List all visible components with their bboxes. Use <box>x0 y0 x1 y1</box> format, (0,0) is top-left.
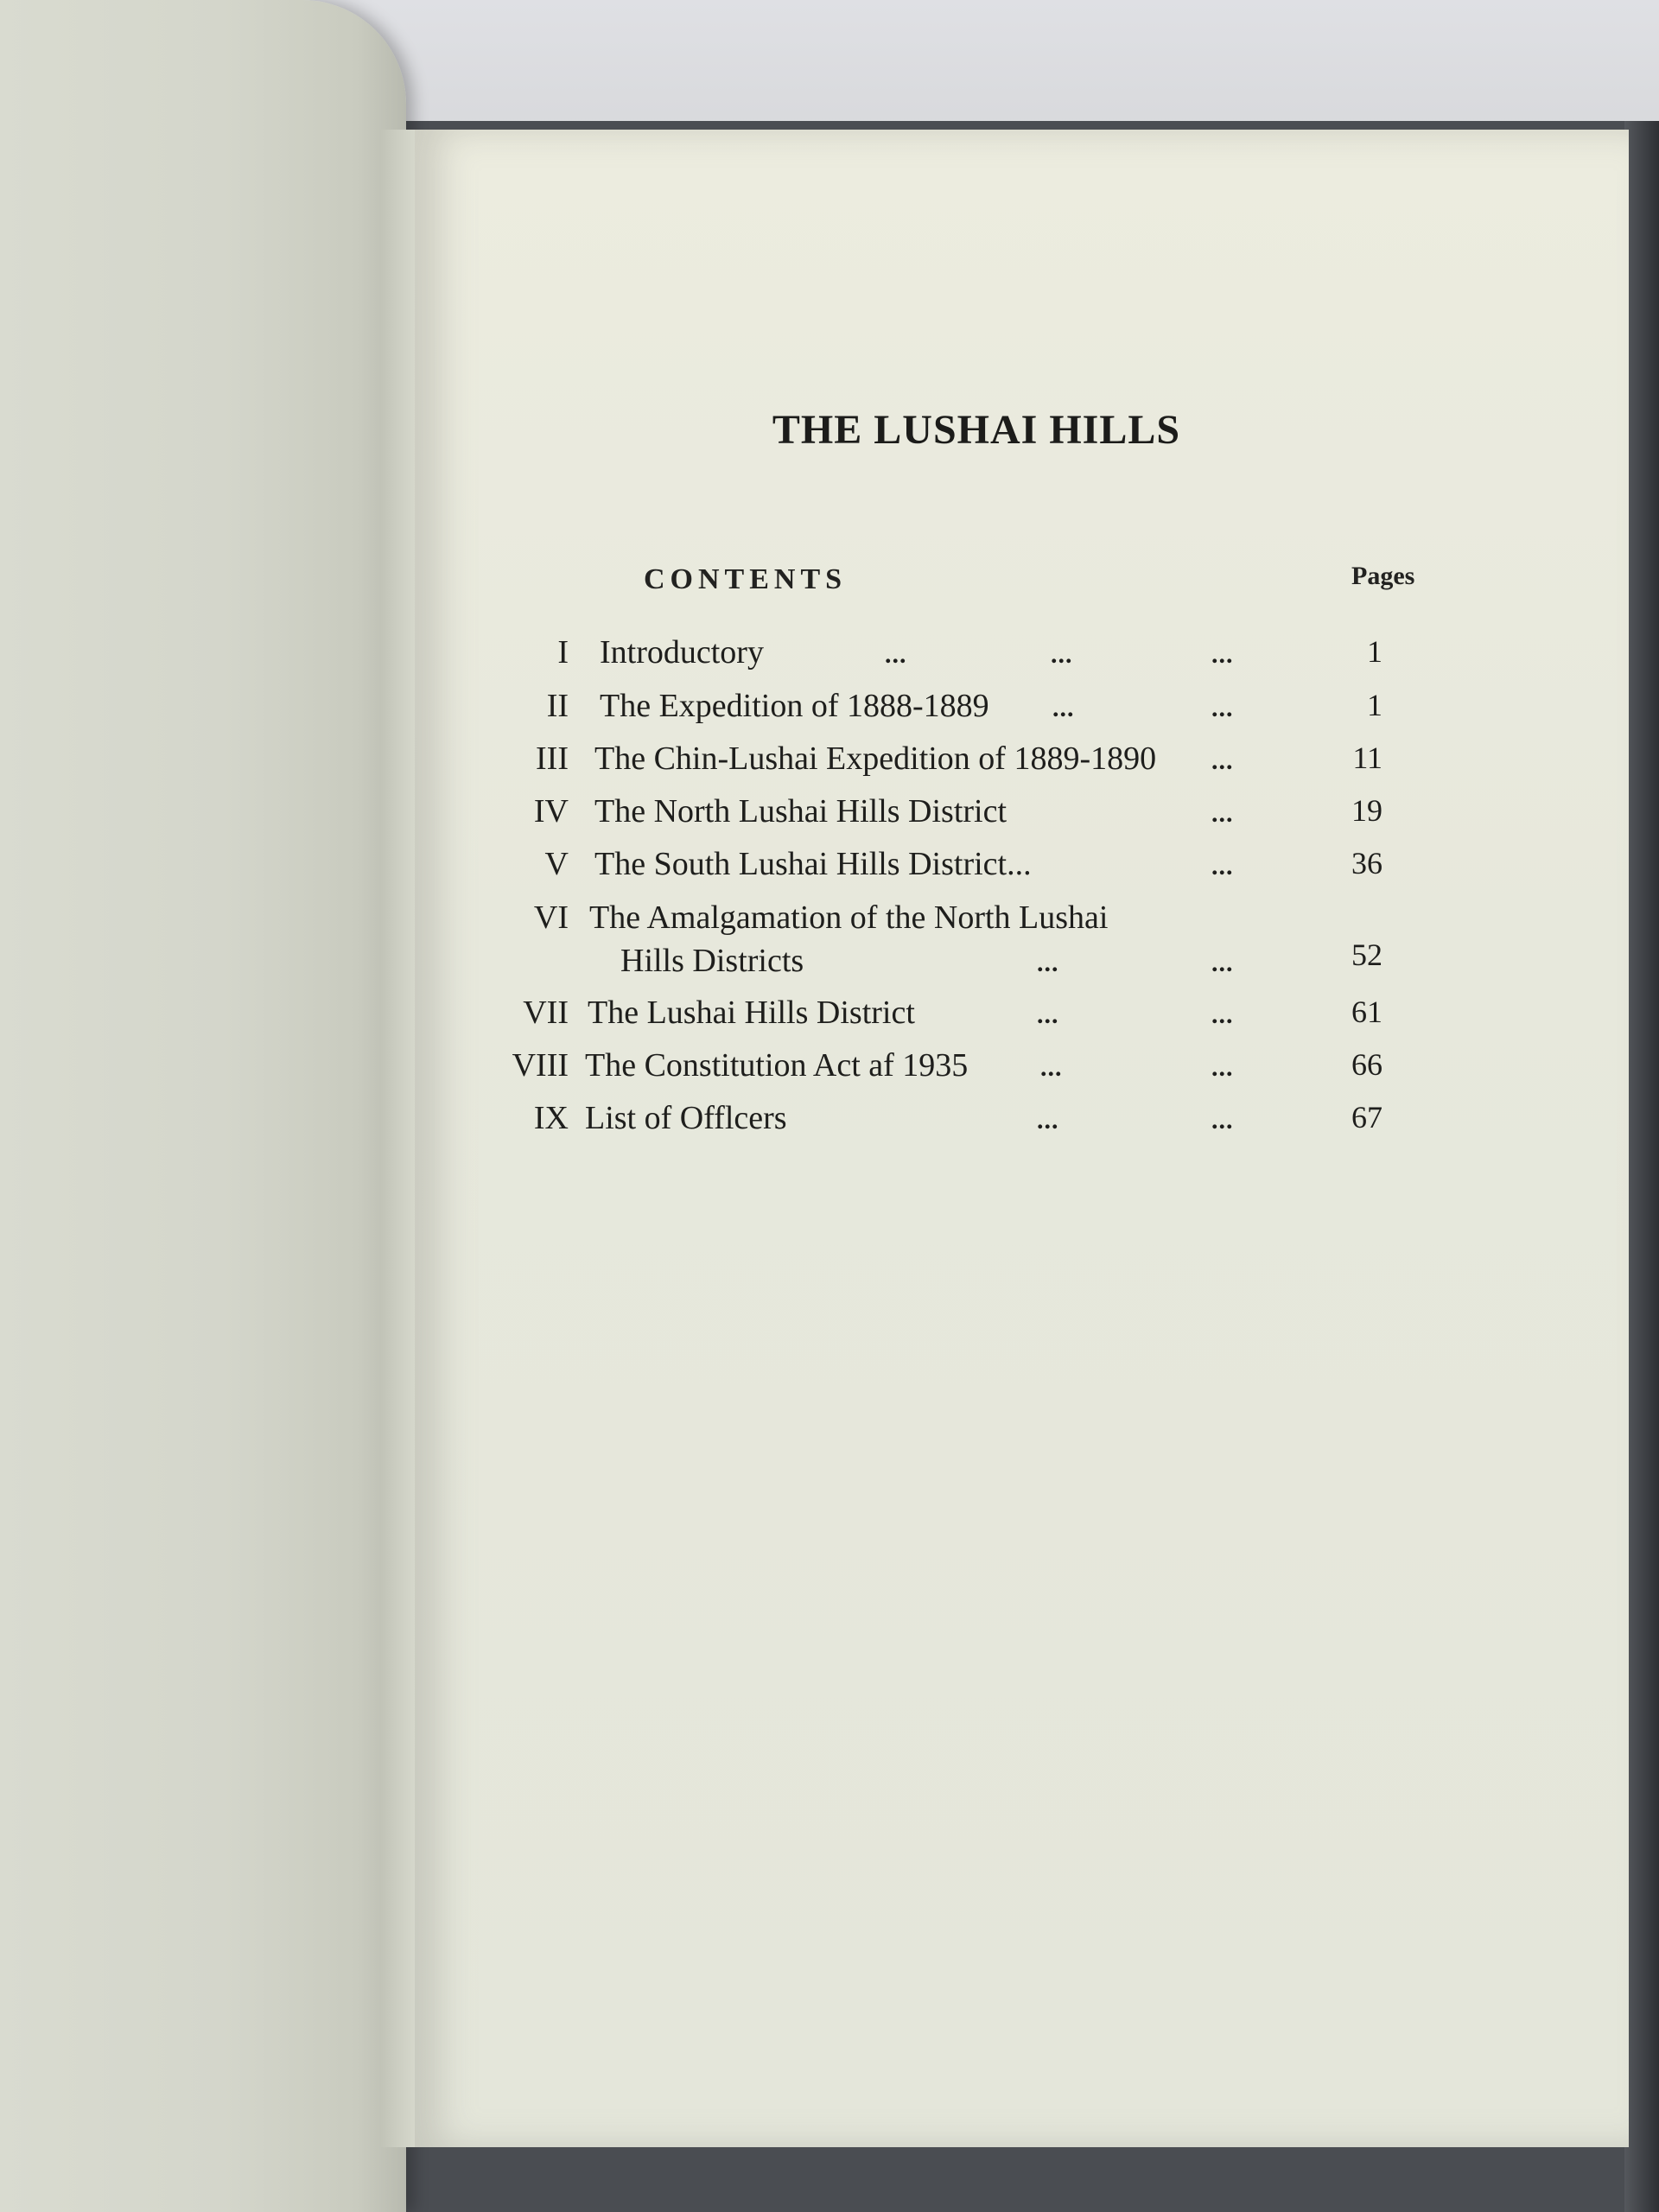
leader-dots: ... <box>1211 1001 1234 1029</box>
leader-dots: ... <box>1211 747 1234 775</box>
page-number: 61 <box>1351 995 1382 1029</box>
chapter-numeral: VIII <box>512 1047 569 1084</box>
leader-dots: ... <box>1051 640 1073 669</box>
leader-dots: ... <box>1211 799 1234 828</box>
leader-dots: ... <box>1037 949 1059 977</box>
contents-heading: CONTENTS <box>644 563 848 595</box>
leader-dots: ... <box>1211 1106 1234 1135</box>
chapter-title: The Constitution Act af 1935 <box>585 1047 969 1084</box>
chapter-numeral: II <box>546 688 569 724</box>
chapter-title: The Chin-Lushai Expedition of 1889-1890 <box>594 741 1157 777</box>
leader-dots: ... <box>1211 1053 1234 1082</box>
leader-dots: ... <box>1211 852 1234 880</box>
chapter-title: The Expedition of 1888-1889 <box>600 688 989 724</box>
page-number: 19 <box>1351 793 1382 828</box>
chapter-numeral: IX <box>533 1100 569 1136</box>
chapter-numeral: IV <box>533 793 569 830</box>
chapter-title: Introductory <box>600 634 764 671</box>
chapter-title: The Lushai Hills District <box>588 995 915 1031</box>
page-number: 52 <box>1351 938 1382 972</box>
chapter-numeral: VII <box>523 995 569 1031</box>
chapter-title-continued: Hills Districts <box>620 943 804 979</box>
leader-dots: ... <box>885 640 907 669</box>
page-number: 11 <box>1352 741 1382 775</box>
chapter-numeral: VI <box>533 899 569 936</box>
chapter-title: The North Lushai Hills District <box>594 793 1007 830</box>
leader-dots: ... <box>1037 1001 1059 1029</box>
chapter-numeral: III <box>536 741 569 777</box>
chapter-title: The South Lushai Hills District... <box>594 846 1032 882</box>
pages-heading: Pages <box>1351 562 1415 590</box>
chapter-title: List of Offlcers <box>585 1100 787 1136</box>
page-number: 1 <box>1367 688 1382 722</box>
leader-dots: ... <box>1037 1106 1059 1135</box>
chapter-numeral: V <box>544 846 569 882</box>
chapter-title: The Amalgamation of the North Lushai <box>589 899 1109 936</box>
page-number: 36 <box>1351 846 1382 880</box>
leader-dots: ... <box>1040 1053 1063 1082</box>
page-number: 66 <box>1351 1047 1382 1082</box>
leader-dots: ... <box>1211 640 1234 669</box>
leader-dots: ... <box>1211 694 1234 722</box>
page-number: 67 <box>1351 1100 1382 1135</box>
leader-dots: ... <box>1052 694 1075 722</box>
book-title: THE LUSHAI HILLS <box>772 407 1181 453</box>
page-number: 1 <box>1367 634 1382 669</box>
leader-dots: ... <box>1211 949 1234 977</box>
chapter-numeral: I <box>557 634 569 671</box>
